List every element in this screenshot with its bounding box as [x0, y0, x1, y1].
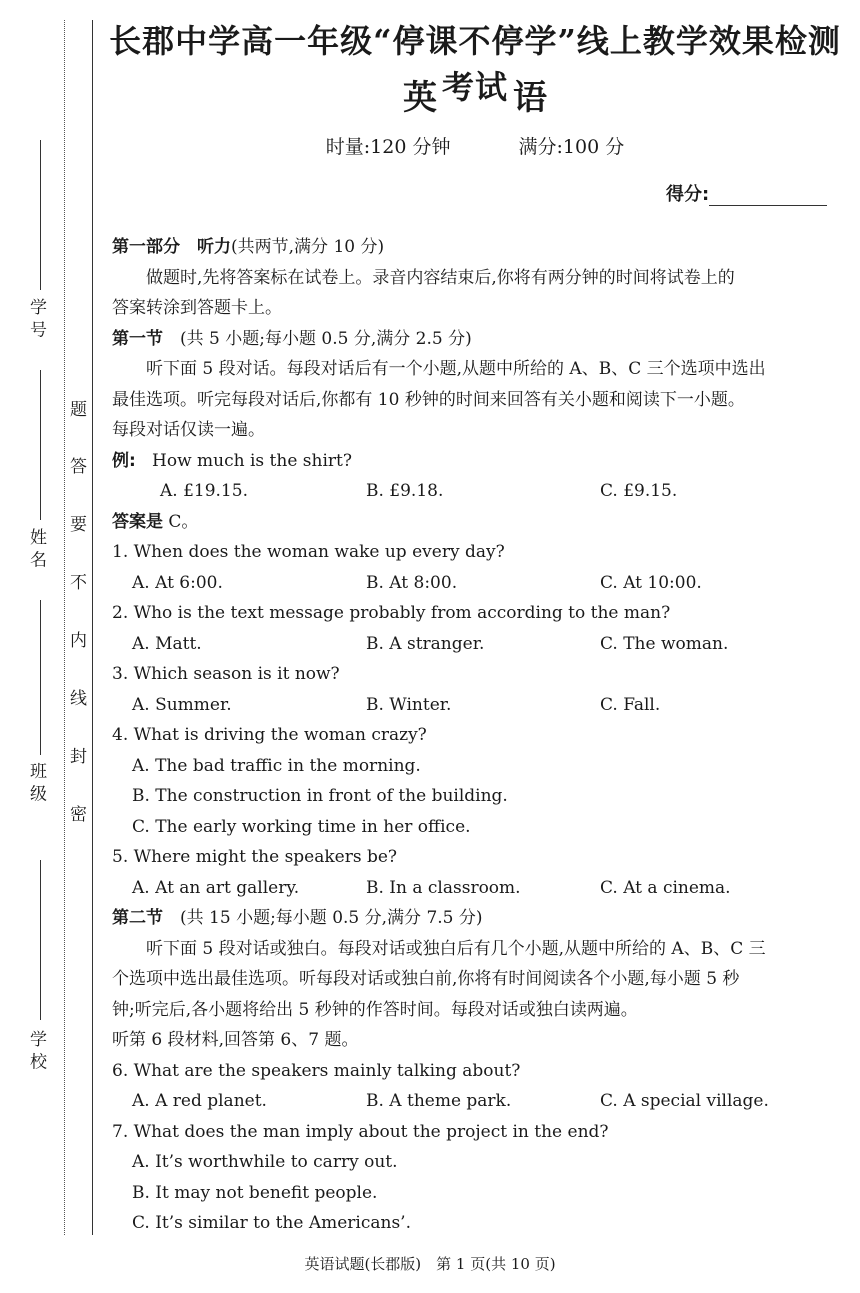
part1-heading-rest: (共两节,满分 10 分) [231, 237, 385, 257]
exam-content [112, 232, 842, 1239]
option-c: C. The early working time in her office. [132, 816, 471, 837]
score-field [666, 180, 827, 206]
option-a: A. The bad traffic in the morning. [132, 755, 421, 776]
seal-char: 题 [70, 400, 87, 420]
option-a: A. £19.15. [160, 481, 248, 501]
example-question-text: How much is the shirt? [152, 450, 352, 471]
option-b: B. It may not benefit people. [132, 1182, 378, 1203]
option-c: C. A special village. [600, 1091, 769, 1111]
question: 6. What are the speakers mainly talking about? [112, 1060, 521, 1081]
option-c: C. It’s similar to the Americans’. [132, 1213, 411, 1233]
question: 3. Which season is it now? [112, 664, 340, 684]
part1-heading-bold: 第一部分 听力 [112, 237, 231, 257]
question-options [112, 629, 842, 660]
score-blank[interactable] [709, 185, 827, 206]
margin-border-line [92, 20, 93, 1235]
option-b: B. In a classroom. [366, 877, 521, 898]
option-c: C. Fall. [600, 694, 661, 715]
part1-instructions: 做题时,先将答案标在试卷上。录音内容结束后,你将有两分钟的时间将试卷上的 [146, 267, 735, 288]
student-id-blank[interactable] [40, 140, 41, 290]
example-answer-bold: 答案是 [112, 511, 163, 532]
example-label: 例: [112, 450, 136, 471]
section1-heading-bold: 第一节 [112, 328, 163, 349]
question: 1. When does the woman wake up every day? [112, 542, 505, 562]
option-c: C. £9.15. [600, 481, 678, 501]
option-b: B. The construction in front of the building. [132, 786, 508, 806]
part1-heading [112, 232, 842, 263]
question-options [112, 568, 842, 599]
section2-heading [112, 903, 842, 934]
section2-heading-bold: 第二节 [112, 908, 163, 928]
class-blank[interactable] [40, 600, 41, 755]
question: 4. What is driving the woman crazy? [112, 725, 427, 745]
section1-instructions-cont: 最佳选项。听完每段对话后,你都有 10 秒钟的时间来回答有关小题和阅读下一小题。 [112, 389, 745, 410]
exam-meta [100, 132, 850, 159]
section2-instructions-cont: 钟;听完后,各小题将给出 5 秒钟的作答时间。每段对话或独白读两遍。 [112, 999, 638, 1020]
score-label: 得分: [666, 184, 710, 205]
option-b: B. At 8:00. [366, 572, 458, 593]
class-label: 班 级 [26, 762, 46, 802]
option-b: B. A stranger. [366, 633, 485, 654]
full-score: 满分:100 分 [518, 136, 625, 158]
subject-title [100, 70, 850, 119]
seal-char: 密 [70, 805, 87, 825]
option-a: A. It’s worthwhile to carry out. [132, 1152, 398, 1172]
seal-char: 线 [70, 689, 87, 709]
option-c: C. The woman. [600, 633, 729, 654]
example-answer-rest: C。 [163, 511, 199, 532]
option-a: A. At 6:00. [132, 572, 223, 593]
section2-instructions: 听下面 5 段对话或独白。每段对话或独白后有几个小题,从题中所给的 A、B、C 三 [146, 938, 766, 959]
page-footer: 英语试题(长郡版) 第 1 页(共 10 页) [304, 1255, 556, 1273]
option-a: A. At an art gallery. [132, 877, 300, 898]
option-b: B. £9.18. [366, 481, 444, 501]
material-note: 听第 6 段材料,回答第 6、7 题。 [112, 1030, 359, 1050]
question: 7. What does the man imply about the project in the end? [112, 1121, 609, 1142]
option-c: C. At a cinema. [600, 877, 731, 898]
school-blank[interactable] [40, 860, 41, 1020]
option-a: A. Summer. [132, 694, 232, 715]
name-blank[interactable] [40, 370, 41, 520]
time-limit: 时量:120 分钟 [325, 136, 451, 158]
question-options [112, 873, 842, 904]
subject-char: 英 [403, 78, 437, 118]
dotted-cut-line [64, 20, 65, 1235]
example-question [112, 446, 842, 477]
seal-char: 封 [70, 747, 87, 767]
school-label: 学 校 [26, 1030, 46, 1070]
question-options [112, 1086, 842, 1117]
option-c: C. At 10:00. [600, 572, 702, 593]
seal-char: 要 [70, 515, 87, 535]
section1-instructions-cont: 每段对话仅读一遍。 [112, 420, 265, 440]
section1-instructions: 听下面 5 段对话。每段对话后有一个小题,从题中所给的 A、B、C 三个选项中选出 [146, 359, 766, 379]
section2-heading-rest: (共 15 小题;每小题 0.5 分,满分 7.5 分) [163, 908, 483, 928]
seal-char: 答 [70, 457, 87, 477]
part1-instructions-cont: 答案转涂到答题卡上。 [112, 298, 282, 318]
example-options [112, 476, 842, 507]
name-label: 姓 名 [26, 528, 46, 568]
question: 2. Who is the text message probably from according to the man? [112, 603, 671, 623]
section1-heading-rest: (共 5 小题;每小题 0.5 分,满分 2.5 分) [163, 328, 472, 349]
option-b: B. A theme park. [366, 1091, 512, 1111]
option-a: A. Matt. [132, 633, 202, 654]
subject-char: 语 [513, 78, 547, 118]
section2-instructions-cont: 个选项中选出最佳选项。听每段对话或独白前,你将有时间阅读各个小题,每小题 5 秒 [112, 969, 740, 989]
exam-title: 长郡中学高一年级“停课不停学”线上教学效果检测考试 [109, 22, 841, 106]
question-options [112, 690, 842, 721]
question: 5. Where might the speakers be? [112, 847, 398, 867]
option-b: B. Winter. [366, 694, 452, 715]
section1-heading [112, 324, 842, 355]
example-answer [112, 507, 842, 538]
option-a: A. A red planet. [132, 1091, 267, 1111]
seal-char: 内 [70, 631, 87, 651]
student-id-label: 学 号 [26, 298, 46, 338]
seal-char: 不 [70, 573, 87, 593]
